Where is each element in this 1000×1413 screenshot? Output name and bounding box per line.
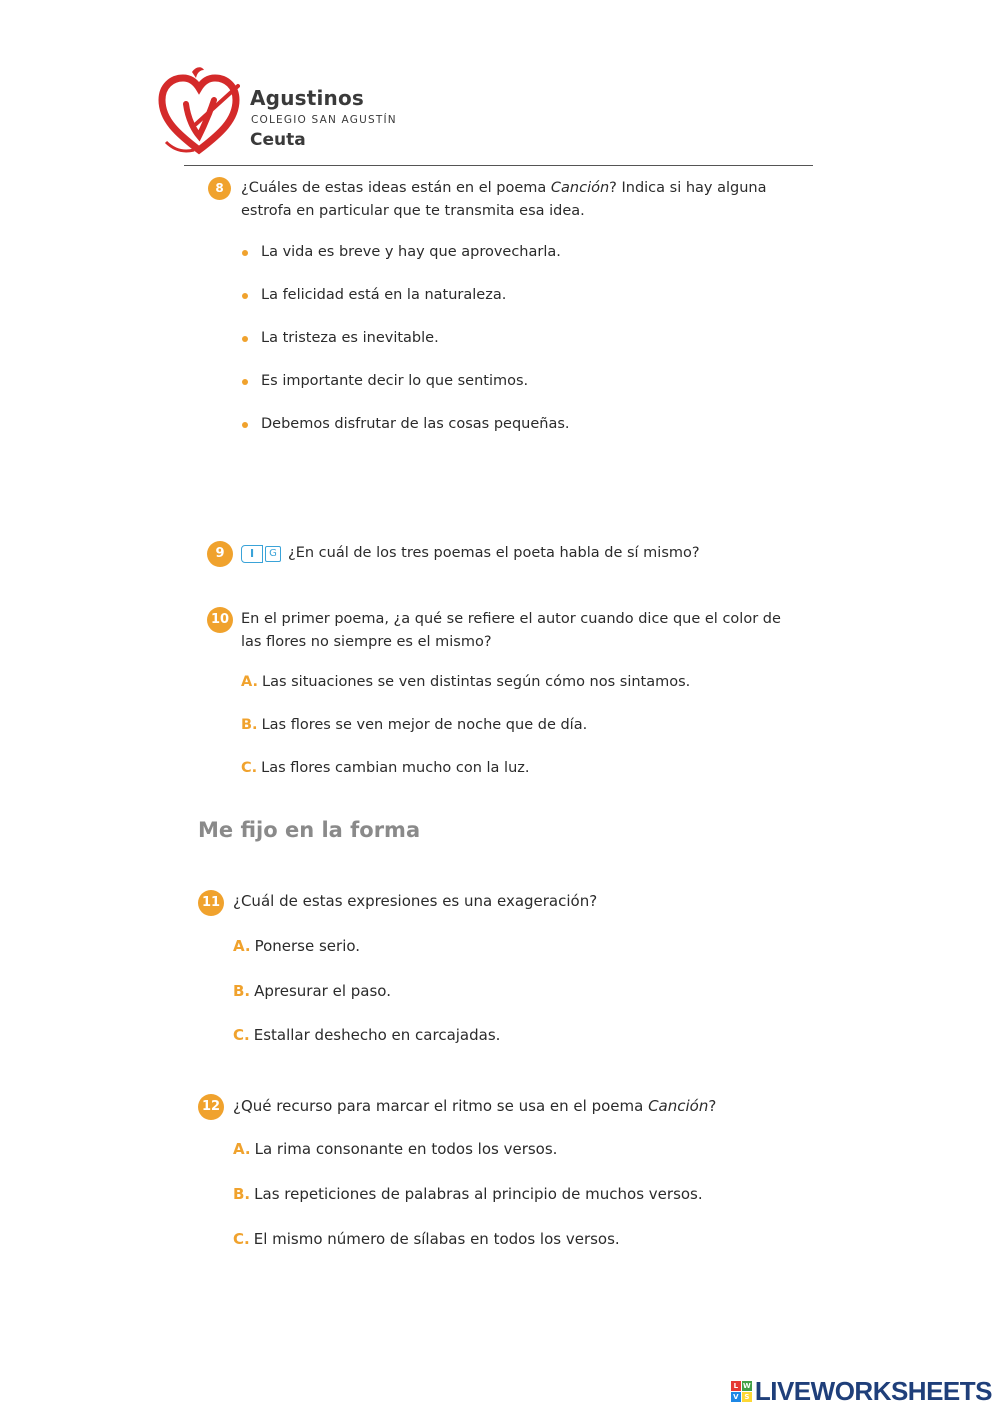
school-name: Agustinos [250,86,365,110]
question-number-8: 8 [208,177,231,200]
question-8-text: ¿Cuáles de estas ideas están en el poema Canción? Indica si hay alguna estrofa en particular que te transmita esa idea. [241,180,767,219]
school-subtitle: COLEGIO SAN AGUSTÍN [251,114,397,126]
bullet-icon [242,379,248,385]
liveworksheets-text: LIVEWORKSHEETS [754,1375,992,1406]
question-12-option-b[interactable]: B. Las repeticiones de palabras al principio de muchos versos. [233,1185,703,1203]
liveworksheets-mark-icon: L W V S [731,1381,752,1402]
question-number-12: 12 [198,1094,224,1120]
question-11-option-c[interactable]: C. Estallar deshecho en carcajadas. [233,1026,501,1044]
question-12-option-a[interactable]: A. La rima consonante en todos los versos. [233,1140,558,1158]
bullet-icon [242,250,248,256]
question-8-item-2[interactable]: La felicidad está en la naturaleza. [261,287,507,303]
question-8-item-1[interactable]: La vida es breve y hay que aprovecharla. [261,244,561,260]
school-logo [158,64,240,156]
bullet-icon [242,422,248,428]
liveworksheets-logo[interactable] [731,1377,992,1405]
question-12-option-c[interactable]: C. El mismo número de sílabas en todos los versos. [233,1230,620,1248]
header-divider [184,165,813,166]
question-number-11: 11 [198,890,224,916]
question-8-item-5[interactable]: Debemos disfrutar de las cosas pequeñas. [261,416,570,432]
question-10-text: En el primer poema, ¿a qué se refiere el autor cuando dice que el color de las flores no siempre es el mismo? [241,611,781,650]
bullet-icon [242,336,248,342]
badge-left: I [241,545,263,563]
question-11-option-b[interactable]: B. Apresurar el paso. [233,982,391,1000]
question-10-option-a[interactable]: A. Las situaciones se ven distintas según cómo nos sintamos. [241,674,691,690]
question-10-option-b[interactable]: B. Las flores se ven mejor de noche que de día. [241,717,588,733]
question-11-option-a[interactable]: A. Ponerse serio. [233,937,361,955]
badge-right: G [265,546,281,562]
question-12-text: ¿Qué recurso para marcar el ritmo se usa en el poema Canción? [233,1097,717,1115]
question-10-option-c[interactable]: C. Las flores cambian mucho con la luz. [241,760,530,776]
heart-logo-icon [158,64,240,156]
bullet-icon [242,293,248,299]
school-city: Ceuta [250,130,306,150]
question-number-9: 9 [207,541,233,567]
question-8-item-3[interactable]: La tristeza es inevitable. [261,330,439,346]
section-title: Me fijo en la forma [198,818,421,842]
question-11-text: ¿Cuál de estas expresiones es una exageración? [233,892,598,910]
question-9-text: ¿En cuál de los tres poemas el poeta habla de sí mismo? [288,545,700,561]
competency-badge [241,545,281,563]
question-8-item-4[interactable]: Es importante decir lo que sentimos. [261,373,529,389]
question-number-10: 10 [207,607,233,633]
